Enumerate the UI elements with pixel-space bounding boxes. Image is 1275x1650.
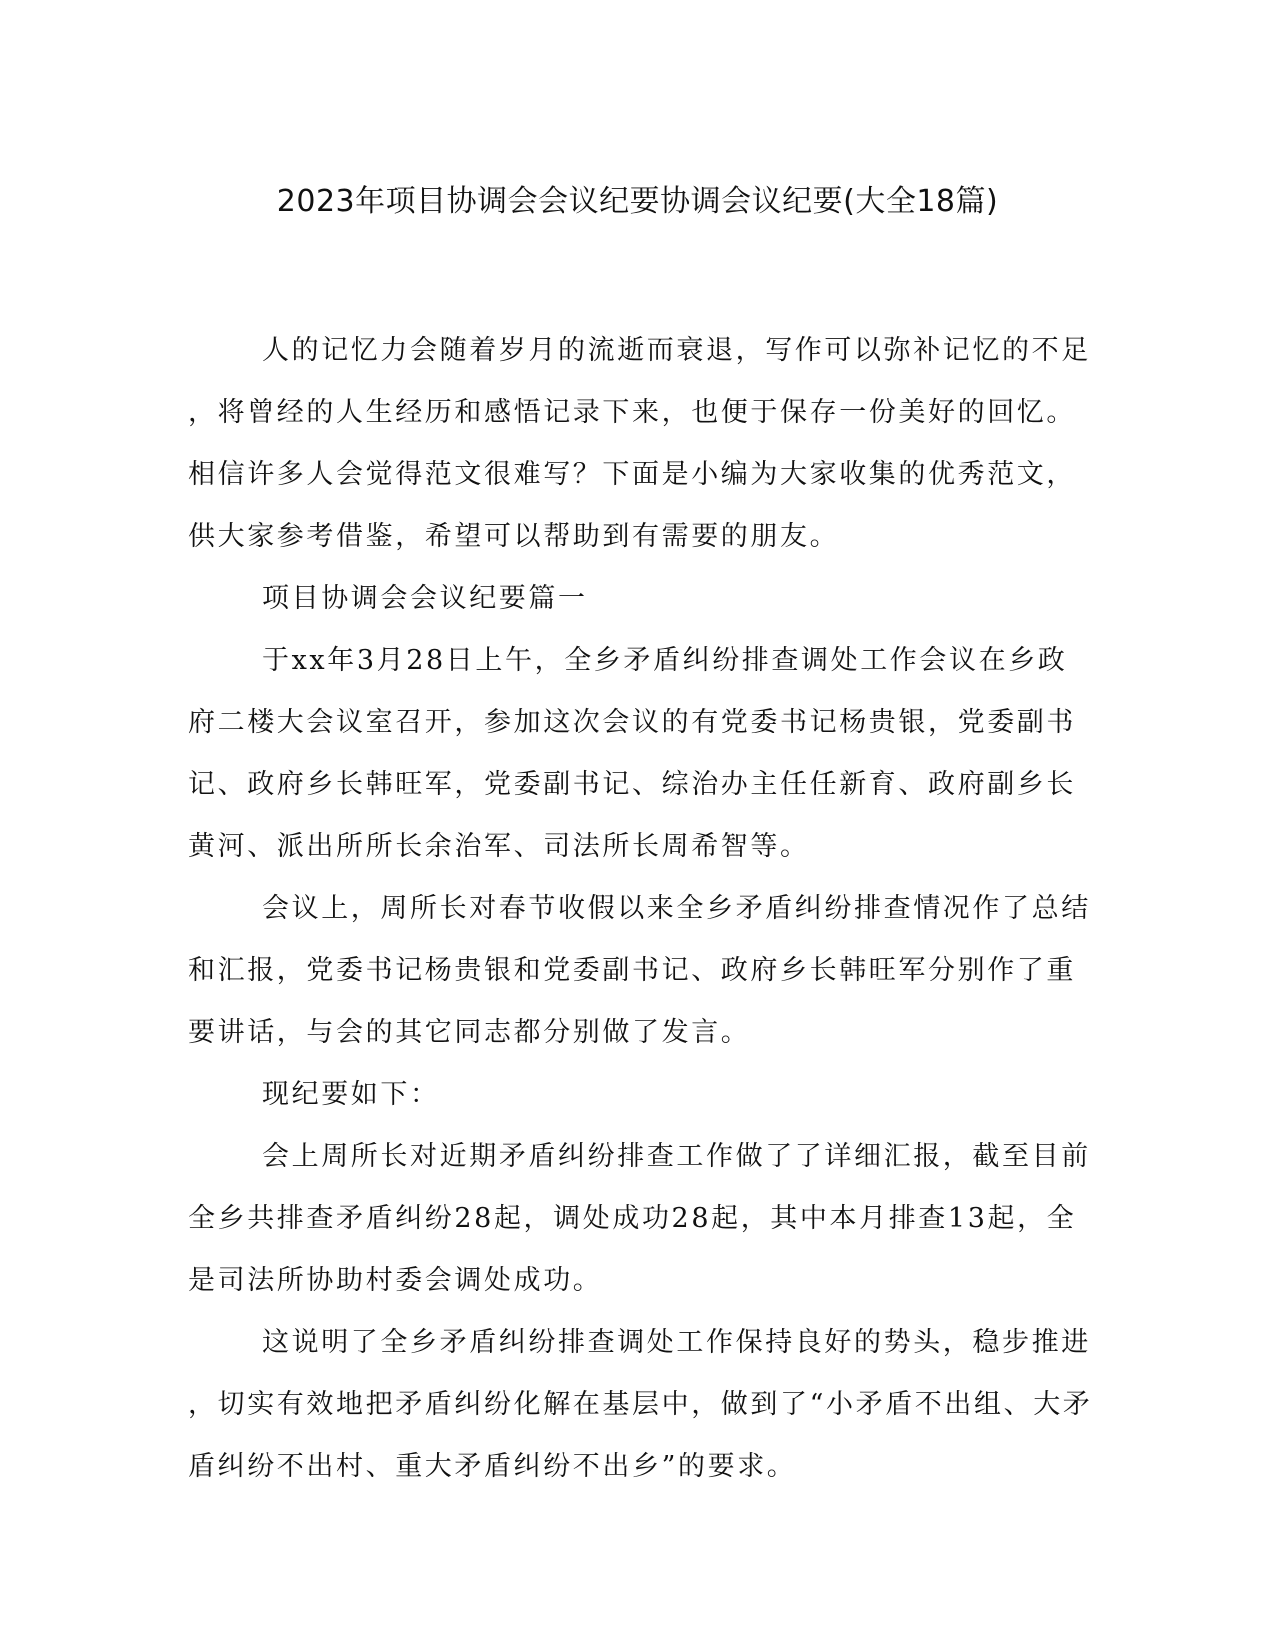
text-line: 记、政府乡长韩旺军，党委副书记、综治办主任任新育、政府副乡长 bbox=[188, 769, 1076, 800]
text-line: 于xx年3月28日上午，全乡矛盾纠纷排查调处工作会议在乡政 bbox=[262, 645, 1068, 676]
document-body bbox=[188, 320, 1093, 1498]
text-line: 和汇报，党委书记杨贵银和党委副书记、政府乡长韩旺军分别作了重 bbox=[188, 955, 1076, 986]
text-line: 会上周所长对近期矛盾纠纷排查工作做了了详细汇报，截至目前 bbox=[262, 1141, 1091, 1172]
text-line: 供大家参考借鉴，希望可以帮助到有需要的朋友。 bbox=[188, 521, 840, 552]
text-line: ，将曾经的人生经历和感悟记录下来，也便于保存一份美好的回忆。 bbox=[188, 397, 1076, 428]
text-line: 会议上，周所长对春节收假以来全乡矛盾纠纷排查情况作了总结 bbox=[262, 893, 1091, 924]
text-line: ，切实有效地把矛盾纠纷化解在基层中，做到了“小矛盾不出组、大矛 bbox=[188, 1389, 1093, 1420]
text-line: 盾纠纷不出村、重大矛盾纠纷不出乡”的要求。 bbox=[188, 1451, 797, 1482]
text-line: 这说明了全乡矛盾纠纷排查调处工作保持良好的势头，稳步推进 bbox=[262, 1327, 1091, 1358]
text-line: 现纪要如下： bbox=[262, 1079, 440, 1110]
text-line: 全乡共排查矛盾纠纷28起，调处成功28起，其中本月排查13起，全 bbox=[188, 1203, 1077, 1234]
text-line: 是司法所协助村委会调处成功。 bbox=[188, 1265, 603, 1296]
text-line: 府二楼大会议室召开，参加这次会议的有党委书记杨贵银，党委副书 bbox=[188, 707, 1076, 738]
section-heading: 项目协调会会议纪要篇一 bbox=[262, 583, 588, 614]
text-line: 黄河、派出所所长余治军、司法所长周希智等。 bbox=[188, 831, 810, 862]
text-line: 人的记忆力会随着岁月的流逝而衰退，写作可以弥补记忆的不足 bbox=[262, 335, 1091, 366]
document-title: 2023年项目协调会会议纪要协调会议纪要(大全18篇) bbox=[276, 184, 999, 219]
text-line: 要讲话，与会的其它同志都分别做了发言。 bbox=[188, 1017, 751, 1048]
text-line: 相信许多人会觉得范文很难写？下面是小编为大家收集的优秀范文， bbox=[188, 459, 1076, 490]
